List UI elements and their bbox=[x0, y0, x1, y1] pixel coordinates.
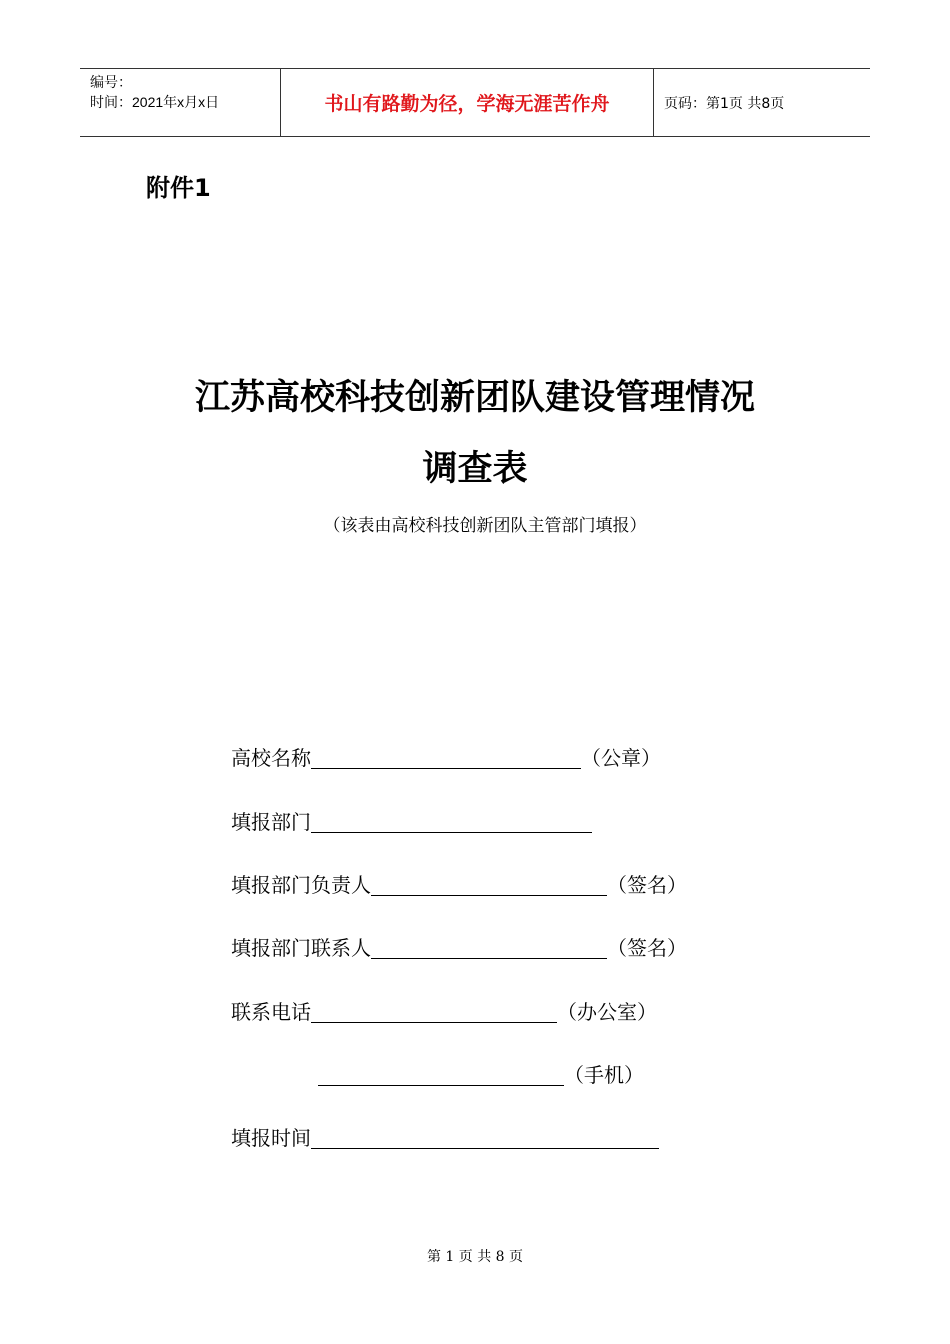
phone-office-suffix: （办公室） bbox=[557, 1000, 657, 1024]
document-title-line1: 江苏高校科技创新团队建设管理情况 bbox=[194, 378, 755, 418]
fill-time-blank[interactable] bbox=[311, 1126, 659, 1149]
dept-row bbox=[231, 806, 592, 835]
dept-head-suffix: （签名） bbox=[607, 873, 687, 897]
school-name-label: 高校名称 bbox=[231, 746, 311, 770]
time-label: 时间：2021年x月x日 bbox=[90, 94, 220, 110]
phone-mobile-blank[interactable] bbox=[318, 1063, 564, 1086]
dept-contact-label: 填报部门联系人 bbox=[231, 936, 371, 960]
document-subtitle: （该表由高校科技创新团队主管部门填报） bbox=[323, 516, 647, 536]
phone-office-blank[interactable] bbox=[311, 1000, 557, 1023]
dept-blank[interactable] bbox=[311, 810, 592, 833]
fill-time-label: 填报时间 bbox=[231, 1126, 311, 1150]
dept-head-blank[interactable] bbox=[371, 873, 607, 896]
number-label: 编号： bbox=[90, 74, 132, 90]
phone-office-row bbox=[231, 996, 657, 1025]
dept-contact-blank[interactable] bbox=[371, 936, 607, 959]
phone-mobile-row bbox=[318, 1059, 644, 1088]
document-header bbox=[80, 68, 870, 137]
fill-time-row bbox=[231, 1122, 659, 1151]
school-name-blank[interactable] bbox=[311, 746, 581, 769]
header-meta-cell bbox=[80, 69, 281, 136]
dept-label: 填报部门 bbox=[231, 810, 311, 834]
document-title-line2: 调查表 bbox=[422, 449, 528, 489]
phone-mobile-suffix: （手机） bbox=[564, 1063, 644, 1087]
school-name-suffix: （公章） bbox=[581, 746, 661, 770]
dept-contact-suffix: （签名） bbox=[607, 936, 687, 960]
header-motto: 书山有路勤为径，学海无涯苦作舟 bbox=[281, 69, 654, 136]
dept-head-row bbox=[231, 869, 687, 898]
dept-head-label: 填报部门负责人 bbox=[231, 873, 371, 897]
school-name-row bbox=[231, 742, 661, 771]
header-page-info: 页码：第1页 共8页 bbox=[664, 95, 785, 112]
attachment-label: 附件1 bbox=[146, 174, 211, 202]
page-footer: 第 1 页 共 8 页 bbox=[426, 1249, 524, 1265]
phone-label: 联系电话 bbox=[231, 1000, 311, 1024]
dept-contact-row bbox=[231, 932, 687, 961]
